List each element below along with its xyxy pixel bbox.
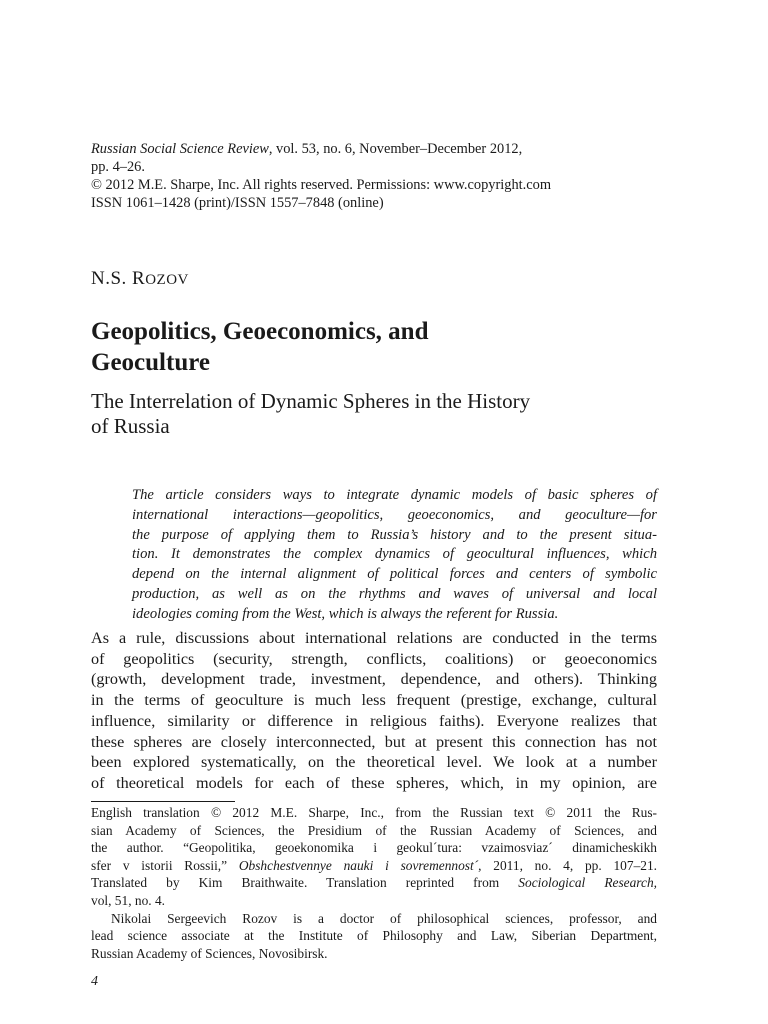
footnote-line: English translation © 2012 M.E. Sharpe, Inc., from the Russian text © 2011 the Rus- <box>91 805 657 820</box>
issn-line: ISSN 1061–1428 (print)/ISSN 1557–7848 (online) <box>91 195 384 211</box>
abstract-line: ideologies coming from the West, which is always the referent for Russia. <box>132 605 559 622</box>
issue-info: , vol. 53, no. 6, November–December 2012, <box>268 141 523 157</box>
body-line: As a rule, discussions about international relations are conducted in the terms <box>91 629 657 647</box>
abstract-line: tion. It demonstrates the complex dynamics of geocultural influences, which <box>132 546 657 563</box>
abstract-line: the purpose of applying them to Russia’s history and to the present situa- <box>132 526 657 543</box>
abstract-line: production, as well as on the rhythms and waves of universal and local <box>132 585 657 602</box>
reprint-journal-title: Sociological Research, <box>518 875 657 891</box>
article-subtitle: The Interrelation of Dynamic Spheres in the History of Russia <box>91 389 531 438</box>
author-bio-line: lead science associate at the Institute of Philosophy and Law, Siberian Department, <box>91 928 657 944</box>
author-initials: N.S. R <box>91 268 146 289</box>
footnote-line: the author. “Geopolitika, geoekonomika i geokul´tura: vzaimosviaz´ dinamicheskikh <box>91 840 657 856</box>
footnote-text: sfer v istorii Rossii,” <box>91 857 239 873</box>
author-surname-smallcaps: OZOV <box>145 272 189 288</box>
abstract-line: depend on the internal alignment of political forces and centers of symbolic <box>132 566 657 583</box>
footnote-divider <box>91 801 235 802</box>
author-bio-line: Russian Academy of Sciences, Novosibirsk. <box>91 945 328 961</box>
footnote-line <box>91 857 657 875</box>
body-text <box>91 628 657 794</box>
body-line: in the terms of geoculture is much less frequent (prestige, exchange, cultural <box>91 691 657 710</box>
abstract-line: international interactions—geopolitics, geoeconomics, and geoculture—for <box>132 506 657 523</box>
page-number: 4 <box>91 974 98 989</box>
footnote-text: Translated by Kim Braithwaite. Translation reprinted from <box>91 875 519 891</box>
footnote-text: , 2011, no. 4, pp. 107–21. <box>478 857 658 873</box>
citation-line <box>91 140 657 158</box>
abstract <box>132 486 657 625</box>
journal-metadata <box>91 140 657 212</box>
author-bio-line: Nikolai Sergeevich Rozov is a doctor of philosophical sciences, professor, and <box>111 910 657 926</box>
author-name <box>91 268 189 290</box>
body-line: these spheres are closely interconnected, but at present this connection has not <box>91 732 657 751</box>
body-line: of geopolitics (security, strength, conflicts, coalitions) or geoeconomics <box>91 649 657 668</box>
page-range: pp. 4–26. <box>91 159 145 175</box>
copyright-line: © 2012 M.E. Sharpe, Inc. All rights reserved. Permissions: www.copyright.com <box>91 177 552 193</box>
article-title: Geopolitics, Geoeconomics, and Geoculture <box>91 318 429 376</box>
body-line: of theoretical models for each of these spheres, which, in my opinion, are <box>91 773 657 792</box>
footnote-line: sian Academy of Sciences, the Presidium of the Russian Academy of Sciences, and <box>91 822 657 838</box>
body-line: influence, similarity or difference in religious faiths). Everyone realizes that <box>91 711 657 730</box>
footnote-line: vol, 51, no. 4. <box>91 892 166 908</box>
journal-name: Russian Social Science Review <box>91 141 269 157</box>
source-journal-title: Obshchestvennye nauki i sovremennost´ <box>238 857 479 873</box>
abstract-line: The article considers ways to integrate dynamic models of basic spheres of <box>132 487 657 503</box>
body-line: been explored systematically, on the theoretical level. We look at a number <box>91 753 657 772</box>
body-line: (growth, development trade, investment, dependence, and others). Thinking <box>91 670 657 689</box>
footnote-line <box>91 874 657 892</box>
footnotes <box>91 804 657 962</box>
